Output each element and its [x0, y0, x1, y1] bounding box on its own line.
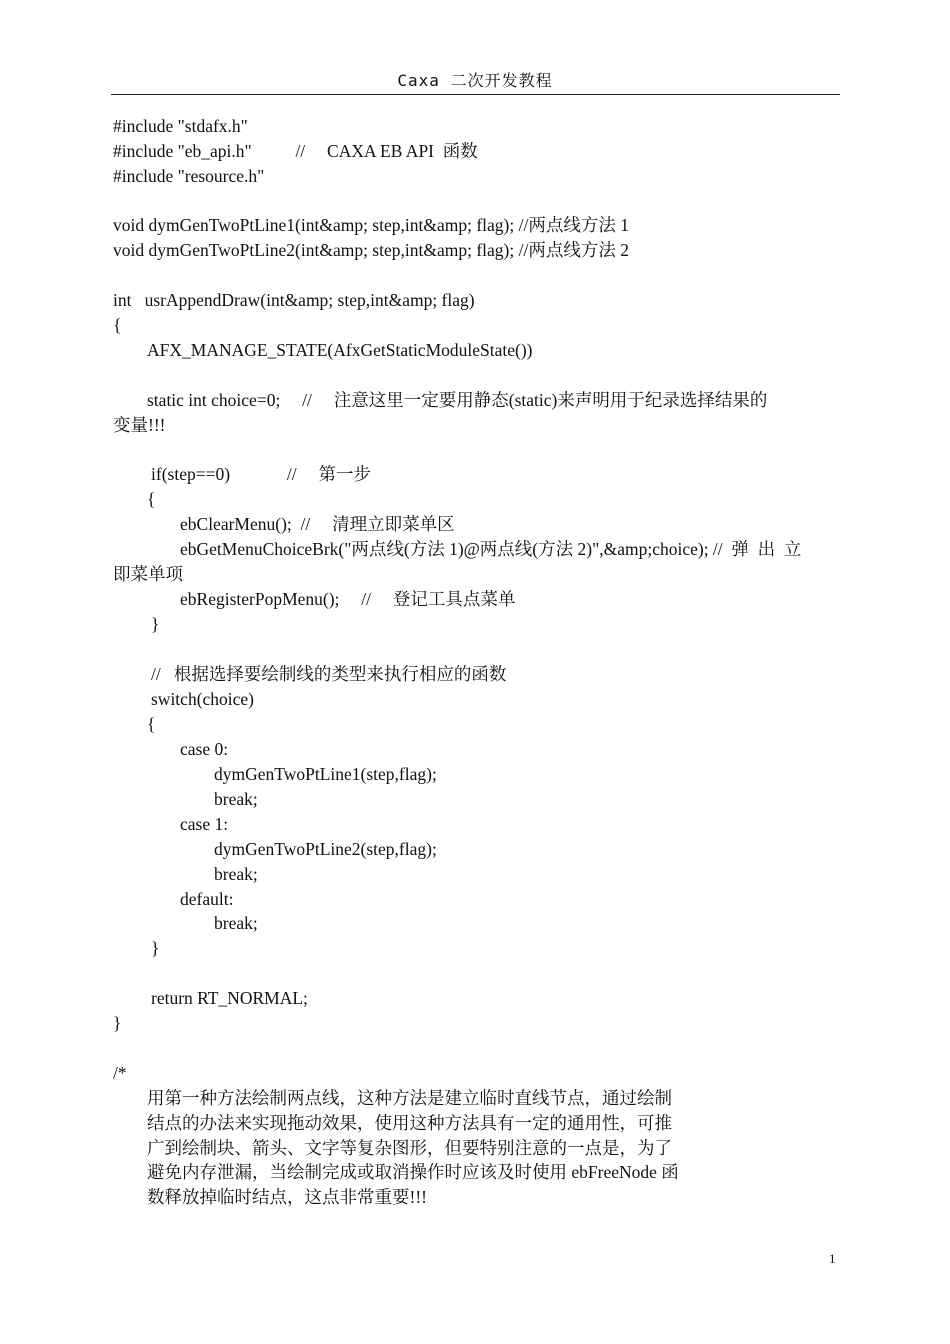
comment-line: 结点的办法来实现拖动效果，使用这种方法具有一定的通用性，可推 [147, 1113, 672, 1133]
code-line: switch(choice) [151, 689, 255, 709]
code-line: AFX_MANAGE_STATE(AfxGetStaticModuleState()) [147, 340, 533, 360]
code-line: case 0: [180, 739, 229, 759]
code-line: { [147, 714, 156, 734]
code-line: // 根据选择要绘制线的类型来执行相应的函数 [151, 664, 507, 684]
comment-line: 广到绘制块、箭头、文字等复杂图形，但要特别注意的一点是，为了 [147, 1138, 672, 1158]
code-line: { [147, 489, 156, 509]
code-line: if(step==0) // 第一步 [151, 464, 371, 484]
code-line: } [151, 938, 160, 958]
code-line: dymGenTwoPtLine1(step,flag); [214, 764, 437, 784]
code-line: } [113, 1013, 122, 1033]
code-line: #include "stdafx.h" [113, 116, 248, 136]
code-line: void dymGenTwoPtLine2(int&amp; step,int&amp; flag); //两点线方法 2 [113, 240, 629, 260]
code-line: return RT_NORMAL; [151, 988, 308, 1008]
code-line: 变量!!! [113, 415, 166, 435]
code-line: default: [180, 889, 234, 909]
code-line: #include "resource.h" [113, 166, 265, 186]
code-line: void dymGenTwoPtLine1(int&amp; step,int&amp; flag); //两点线方法 1 [113, 215, 629, 235]
comment-line: 数释放掉临时结点，这点非常重要!!! [147, 1187, 427, 1207]
page-number: 1 [829, 1251, 836, 1266]
comment-line: /* [113, 1063, 127, 1083]
code-line: int usrAppendDraw(int&amp; step,int&amp; flag) [113, 290, 475, 310]
code-line: } [151, 614, 160, 634]
code-line: 即菜单项 [113, 564, 183, 584]
code-line: case 1: [180, 814, 229, 834]
code-line: ebRegisterPopMenu(); // 登记工具点菜单 [180, 589, 516, 609]
header-rule [111, 94, 840, 95]
code-line: #include "eb_api.h" // CAXA EB API 函数 [113, 141, 478, 161]
code-line: dymGenTwoPtLine2(step,flag); [214, 839, 437, 859]
code-line: break; [214, 864, 258, 884]
code-line: ebClearMenu(); // 清理立即菜单区 [180, 514, 455, 534]
comment-line: 避免内存泄漏，当绘制完成或取消操作时应该及时使用 ebFreeNode 函 [147, 1162, 679, 1182]
code-line: break; [214, 789, 258, 809]
comment-line: 用第一种方法绘制两点线，这种方法是建立临时直线节点，通过绘制 [147, 1088, 672, 1108]
code-line: static int choice=0; // 注意这里一定要用静态(static)来声明用于纪录选择结果的 [147, 390, 768, 410]
code-line: ebGetMenuChoiceBrk("两点线(方法 1)@两点线(方法 2)",&amp;choice); // 弹 出 立 [180, 539, 802, 559]
page-header-title: Caxa 二次开发教程 [397, 71, 553, 90]
code-line: { [113, 315, 122, 335]
code-line: break; [214, 913, 258, 933]
